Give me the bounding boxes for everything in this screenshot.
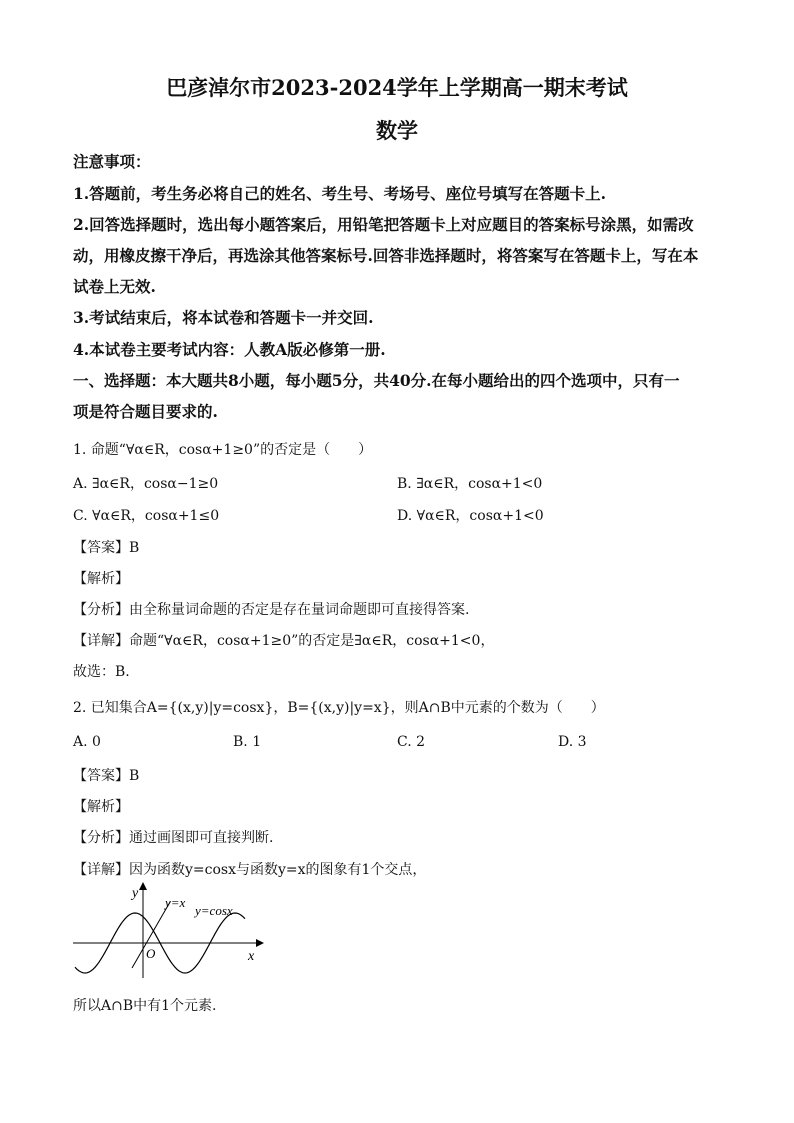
q2-xiangjie: 【详解】因为函数y=cosx与函数y=x的图象有1个交点， xyxy=(73,862,427,878)
q1-option-c: C. ∀α∈R，cosα+1≤0 xyxy=(73,508,220,524)
q1-answer: 【答案】B xyxy=(73,540,140,556)
q1-option-a: A. ∃α∈R，cosα−1≥0 xyxy=(73,476,219,492)
q2-jiexi: 【解析】 xyxy=(73,799,129,815)
q2-option-d: D. 3 xyxy=(558,734,587,750)
q1-option-b: B. ∃α∈R，cosα+1<0 xyxy=(397,476,543,492)
q2-stem: 2. 已知集合A={(x,y)|y=cosx}，B={(x,y)|y=x}，则A∩B中元素的个数为（ ） xyxy=(73,700,605,716)
notice-item-1: 1.答题前，考生务必将自己的姓名、考生号、考场号、座位号填写在答题卡上. xyxy=(73,184,607,203)
notice-item-2-cont: 动，用橡皮擦干净后，再选涂其他答案标号.回答非选择题时，将答案写在答题卡上，写在本 xyxy=(73,246,699,265)
notice-item-2: 2.回答选择题时，选出每小题答案后，用铅笔把答题卡上对应题目的答案标号涂黑，如需改 xyxy=(73,215,694,234)
q1-conclusion: 故选：B. xyxy=(73,664,130,680)
q1-xiangjie: 【详解】命题“∀α∈R，cosα+1≥0”的否定是∃α∈R，cosα+1<0， xyxy=(73,633,495,649)
q2-fenxi: 【分析】通过画图即可直接判断. xyxy=(73,830,274,846)
notice-heading: 注意事项： xyxy=(73,152,151,171)
notice-item-3: 3.考试结束后，将本试卷和答题卡一并交回. xyxy=(73,308,374,327)
q1-option-d: D. ∀α∈R，cosα+1<0 xyxy=(397,508,544,524)
notice-item-4: 4.本试卷主要考试内容：人教A版必修第一册. xyxy=(73,340,386,359)
origin-label: O xyxy=(146,946,156,961)
y-axis-label: y xyxy=(132,886,139,901)
notice-item-2-end: 试卷上无效. xyxy=(73,277,156,296)
x-axis-label: x xyxy=(248,949,255,964)
section-heading: 一、选择题：本大题共8小题，每小题5分，共40分.在每小题给出的四个选项中，只有一 xyxy=(73,371,680,390)
document-title: 巴彦淖尔市2023-2024学年上学期高一期末考试 xyxy=(166,75,628,100)
q2-option-c: C. 2 xyxy=(397,734,426,750)
q2-option-a: A. 0 xyxy=(73,734,101,750)
q2-conclusion: 所以A∩B中有1个元素. xyxy=(73,998,217,1014)
q1-fenxi: 【分析】由全称量词命题的否定是存在量词命题即可直接得答案. xyxy=(73,602,470,618)
subject-title: 数学 xyxy=(376,118,418,143)
q2-option-b: B. 1 xyxy=(233,734,262,750)
intersection-graph xyxy=(70,880,270,980)
y-axis-arrow xyxy=(139,882,147,890)
x-axis-arrow xyxy=(256,939,264,947)
q1-stem: 1. 命题“∀α∈R，cosα+1≥0”的否定是（ ） xyxy=(73,442,373,458)
q1-jiexi: 【解析】 xyxy=(73,571,129,587)
cos-label: y=cosx xyxy=(195,903,233,918)
line-label: y=x xyxy=(165,895,186,910)
section-heading-cont: 项是符合题目要求的. xyxy=(73,402,218,421)
q2-answer: 【答案】B xyxy=(73,768,140,784)
